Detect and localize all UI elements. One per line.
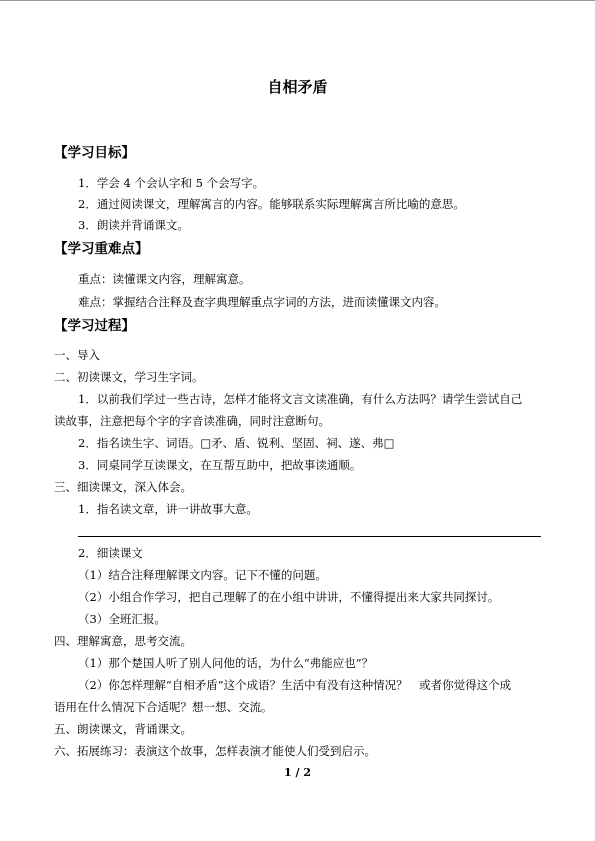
section-heading-process: 【学习过程】 bbox=[54, 318, 135, 334]
process-step-moral: 四、理解寓意，思考交流。 bbox=[54, 634, 192, 648]
process-line: 2．细读课文 bbox=[78, 546, 143, 560]
document-title: 自相矛盾 bbox=[267, 78, 328, 96]
answer-line bbox=[78, 536, 541, 537]
process-step-extension: 六、拓展练习：表演这个故事，怎样表演才能使人们受到启示。 bbox=[54, 744, 376, 758]
page-number: 1 / 2 bbox=[284, 766, 311, 779]
process-line: 1．以前我们学过一些古诗，怎样才能将文言文读准确，有什么方法吗？请学生尝试自己 bbox=[78, 392, 523, 406]
key-point-difficulty: 难点：掌握结合注释及查字典理解重点字词的方法，进而读懂课文内容。 bbox=[78, 295, 446, 309]
process-line: （3）全班汇报。 bbox=[78, 612, 166, 626]
goal-item-2: 2．通过阅读课文，理解寓言的内容。能够联系实际理解寓言所比喻的意思。 bbox=[78, 197, 465, 211]
process-step-recite: 五、朗读课文，背诵课文。 bbox=[54, 722, 192, 736]
key-point-focus: 重点：读懂课文内容，理解寓意。 bbox=[78, 272, 251, 286]
goal-item-3: 3．朗读并背诵课文。 bbox=[78, 218, 189, 232]
process-step-close-reading: 三、细读课文，深入体会。 bbox=[54, 480, 192, 494]
process-line: （1）结合注释理解课文内容。记下不懂的问题。 bbox=[78, 568, 327, 582]
process-line: （1）那个楚国人听了别人问他的话，为什么“弗能应也”？ bbox=[78, 656, 374, 670]
process-line: （2）小组合作学习，把自己理解了的在小组中讲讲，不懂得提出来大家共同探讨。 bbox=[78, 590, 500, 604]
process-line: 语用在什么情况下合适呢？想一想、交流。 bbox=[54, 700, 273, 714]
process-line: （2）你怎样理解“自相矛盾”这个成语？生活中有没有这种情况？ 或者你觉得这个成 bbox=[78, 678, 512, 692]
goal-item-1: 1．学会 4 个会认字和 5 个会写字。 bbox=[78, 176, 265, 190]
process-line: 2．指名读生字、词语。□矛、盾、锐利、坚固、祠、遂、弗□ bbox=[78, 436, 395, 450]
process-line: 读故事，注意把每个字的字音读准确，同时注意断句。 bbox=[54, 414, 330, 428]
section-heading-goals: 【学习目标】 bbox=[54, 145, 135, 161]
process-line: 1．指名读文章，讲一讲故事大意。 bbox=[78, 502, 258, 516]
process-step-intro: 一、导入 bbox=[54, 348, 100, 362]
top-border-rule bbox=[0, 0, 595, 1]
process-line: 3．同桌同学互读课文，在互帮互助中，把故事读通顺。 bbox=[78, 458, 362, 472]
process-step-first-reading: 二、初读课文，学习生字词。 bbox=[54, 370, 204, 384]
section-heading-key-points: 【学习重难点】 bbox=[54, 241, 149, 257]
